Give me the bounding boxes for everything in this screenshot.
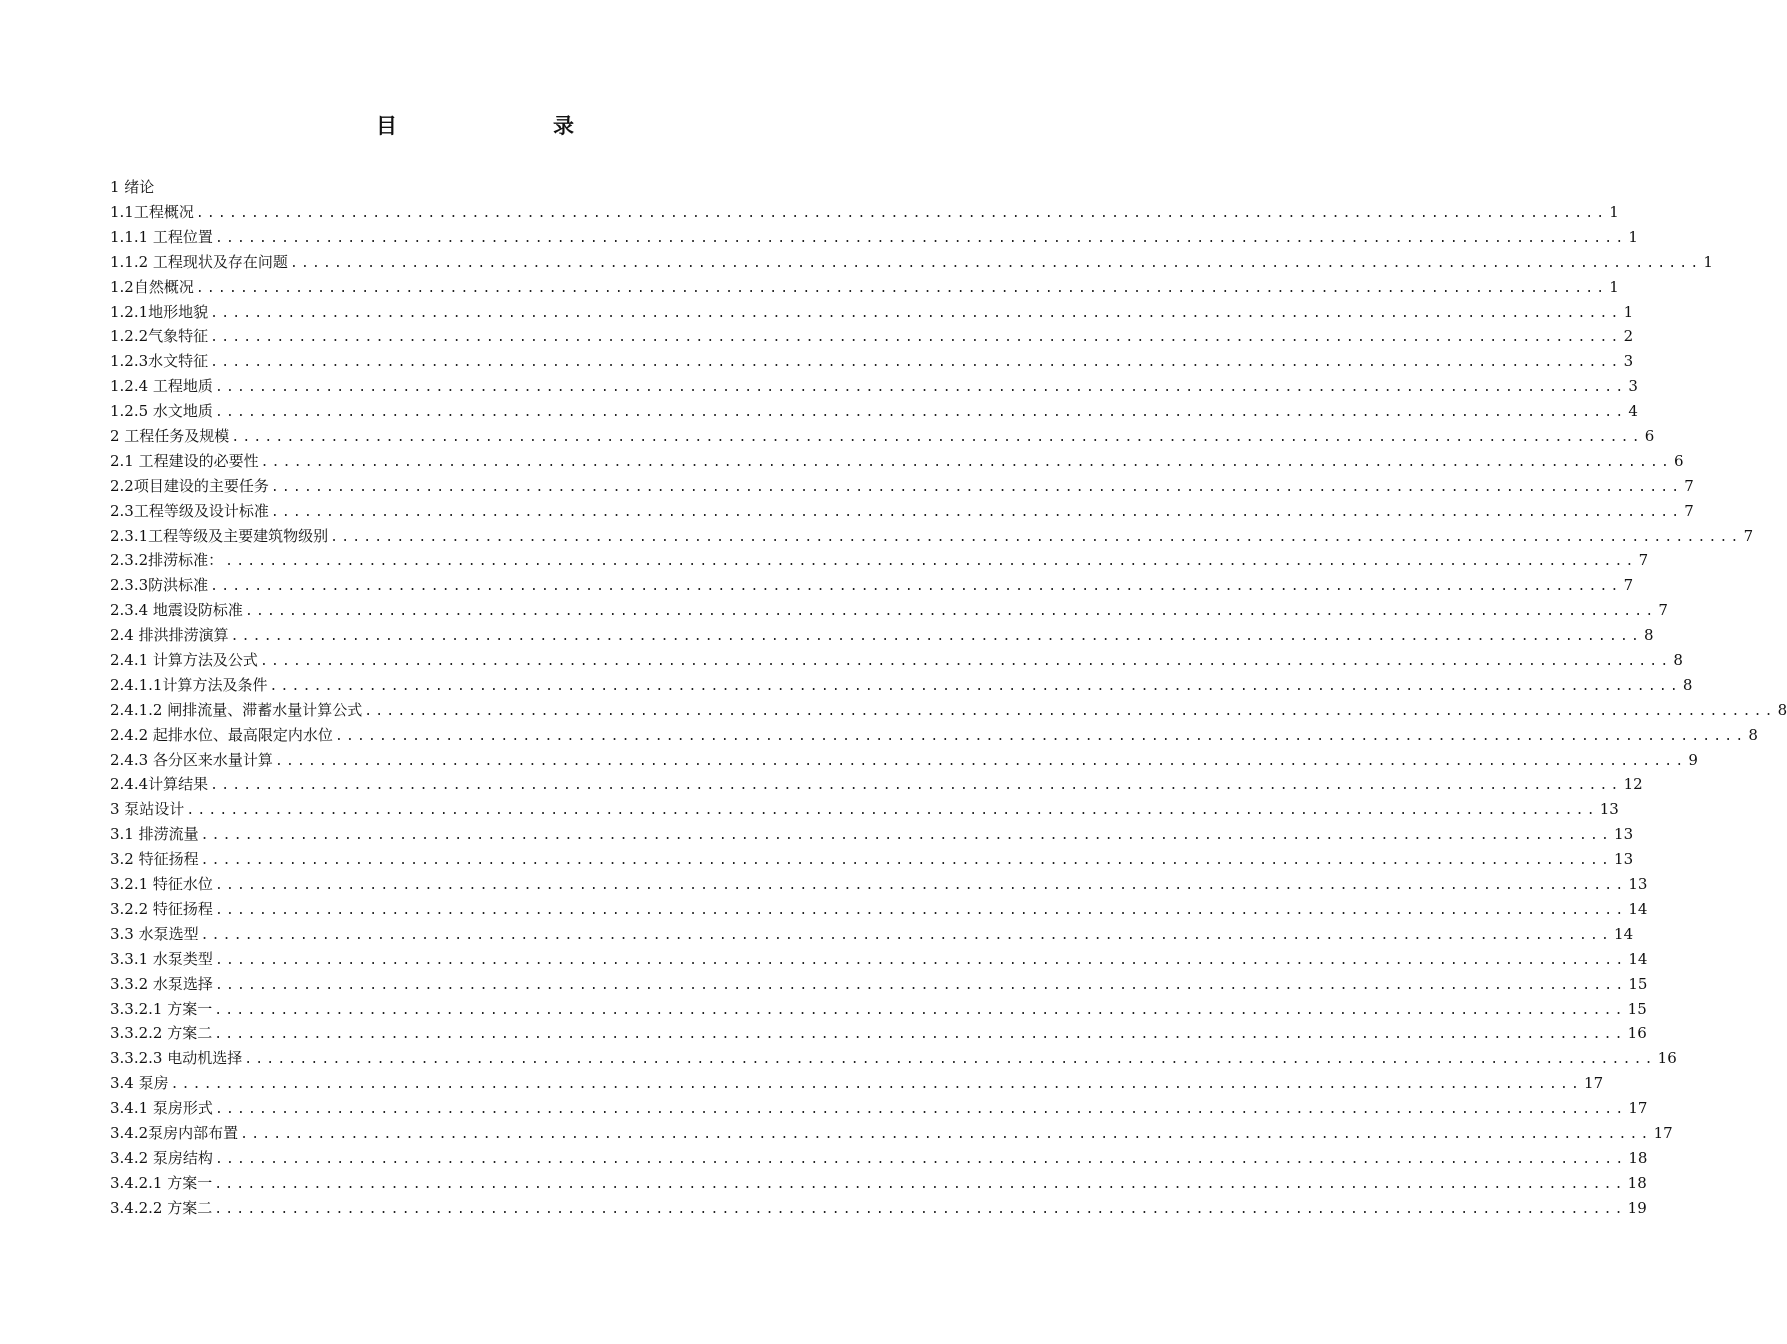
toc-entry[interactable] bbox=[110, 972, 1648, 997]
toc-entry[interactable] bbox=[110, 1196, 1647, 1221]
toc-entry[interactable] bbox=[110, 822, 1634, 847]
table-of-contents bbox=[110, 175, 1787, 1221]
toc-entry-page-number: 15 bbox=[1627, 999, 1647, 1018]
toc-entry-label: 3.4 泵房 bbox=[110, 1074, 169, 1093]
toc-entry-label: 3.4.2.2 方案二 bbox=[110, 1198, 213, 1217]
toc-entry-label: 1.1.2 工程现状及存在问题 bbox=[110, 252, 288, 271]
toc-entry[interactable] bbox=[110, 1121, 1673, 1146]
toc-leader-dots: ................................................................................................................................ bbox=[230, 629, 1643, 645]
toc-entry-label: 3.2.2 特征扬程 bbox=[110, 899, 213, 918]
toc-leader-dots: ................................................................................................................................ bbox=[270, 504, 1683, 520]
toc-entry[interactable] bbox=[110, 648, 1683, 673]
toc-entry-page-number: 14 bbox=[1628, 899, 1648, 918]
toc-entry[interactable] bbox=[110, 922, 1634, 947]
toc-leader-dots: ................................................................................................................................ bbox=[225, 554, 1637, 570]
toc-entry[interactable] bbox=[110, 673, 1693, 698]
toc-entry-page-number: 1 bbox=[1609, 203, 1619, 221]
toc-entry[interactable] bbox=[110, 772, 1643, 797]
toc-entry-page-number: 8 bbox=[1777, 700, 1787, 719]
toc-entry-page-number: 17 bbox=[1653, 1123, 1673, 1142]
toc-entry-label: 3 泵站设计 bbox=[110, 800, 185, 819]
toc-entry-page-number: 12 bbox=[1623, 775, 1643, 794]
toc-entry-page-number: 16 bbox=[1657, 1049, 1677, 1068]
toc-leader-dots: ................................................................................................................................ bbox=[364, 703, 1776, 719]
toc-entry-label: 2 工程任务及规模 bbox=[110, 427, 230, 446]
toc-leader-dots: ................................................................................................................................ bbox=[214, 1027, 1626, 1043]
toc-leader-dots: ................................................................................................................................ bbox=[210, 579, 1622, 595]
toc-entry[interactable] bbox=[110, 374, 1638, 399]
toc-entry-label: 1.2.1地形地貌 bbox=[110, 302, 209, 321]
toc-entry[interactable] bbox=[110, 872, 1648, 897]
toc-entry-label: 2.4.3 各分区来水量计算 bbox=[110, 750, 273, 769]
toc-entry[interactable] bbox=[110, 449, 1684, 474]
toc-entry[interactable] bbox=[110, 349, 1634, 374]
toc-entry-page-number: 3 bbox=[1623, 352, 1634, 371]
toc-entry-label: 2.4.1.1计算方法及条件 bbox=[110, 675, 268, 694]
toc-entry-page-number: 2 bbox=[1623, 327, 1634, 346]
toc-leader-dots: ................................................................................................................................ bbox=[214, 977, 1627, 993]
toc-leader-dots: ................................................................................................................................ bbox=[274, 753, 1687, 769]
toc-first-heading: 1 绪论 bbox=[110, 178, 155, 196]
toc-entry-page-number: 17 bbox=[1628, 1099, 1648, 1118]
toc-entry-label: 2.4.4计算结果 bbox=[110, 775, 209, 794]
toc-entry-page-number: 1 bbox=[1609, 277, 1619, 296]
toc-leader-dots: ................................................................................................................................ bbox=[210, 330, 1622, 346]
toc-entry-label: 1.1工程概况 bbox=[110, 203, 194, 221]
toc-entry-page-number: 16 bbox=[1627, 1024, 1647, 1043]
toc-entry[interactable] bbox=[110, 1046, 1677, 1071]
toc-entry[interactable] bbox=[110, 324, 1634, 349]
toc-entry[interactable] bbox=[110, 548, 1649, 573]
toc-entry[interactable] bbox=[110, 1071, 1604, 1096]
toc-entry-page-number: 17 bbox=[1584, 1074, 1604, 1093]
toc-entry-label: 2.3工程等级及设计标准 bbox=[110, 501, 269, 520]
toc-leader-dots: ................................................................................................................................ bbox=[231, 430, 1643, 446]
toc-entry[interactable] bbox=[110, 275, 1619, 300]
toc-entry[interactable] bbox=[110, 225, 1638, 250]
toc-entry-label: 2.1 工程建设的必要性 bbox=[110, 451, 259, 470]
toc-leader-dots: ................................................................................................................................ bbox=[330, 529, 1742, 545]
toc-entry-label: 2.4.1 计算方法及公式 bbox=[110, 651, 258, 670]
toc-entry-page-number: 4 bbox=[1628, 402, 1638, 421]
toc-leader-dots: ................................................................................................................................ bbox=[244, 1052, 1656, 1068]
toc-entry-label: 3.3.1 水泵类型 bbox=[110, 949, 213, 968]
toc-entry-label: 2.3.3防洪标准 bbox=[110, 576, 209, 595]
toc-entry-page-number: 13 bbox=[1614, 850, 1634, 869]
toc-entry-label: 1.2.3水文特征 bbox=[110, 352, 209, 371]
toc-entry-label: 1.2.4 工程地质 bbox=[110, 377, 213, 396]
toc-entry-label: 3.4.1 泵房形式 bbox=[110, 1099, 213, 1118]
toc-leader-dots: ................................................................................................................................ bbox=[269, 678, 1681, 694]
toc-entry[interactable] bbox=[110, 200, 1619, 225]
toc-entry[interactable] bbox=[110, 847, 1634, 872]
toc-entry-page-number: 7 bbox=[1684, 476, 1694, 495]
toc-entry-page-number: 13 bbox=[1614, 825, 1634, 844]
toc-leader-dots: ................................................................................................................................ bbox=[170, 1077, 1583, 1093]
toc-entry-label: 1.2自然概况 bbox=[110, 277, 194, 296]
toc-entry[interactable] bbox=[110, 947, 1648, 972]
toc-leader-dots: ................................................................................................................................ bbox=[214, 952, 1627, 968]
toc-leader-dots: ................................................................................................................................ bbox=[200, 927, 1613, 943]
toc-entry-page-number: 13 bbox=[1599, 800, 1619, 819]
toc-entry-label: 3.3.2 水泵选择 bbox=[110, 974, 213, 993]
toc-leader-dots: ................................................................................................................................ bbox=[214, 1151, 1627, 1167]
toc-entry[interactable] bbox=[110, 623, 1654, 648]
toc-entry-page-number: 7 bbox=[1684, 501, 1694, 520]
toc-entry-label: 2.4.2 起排水位、最高限定内水位 bbox=[110, 725, 333, 744]
toc-entry[interactable] bbox=[110, 499, 1694, 524]
toc-leader-dots: ................................................................................................................................ bbox=[214, 230, 1627, 246]
toc-leader-dots: ................................................................................................................................ bbox=[240, 1126, 1652, 1142]
toc-entry-label: 2.4.1.2 闸排流量、滞蓄水量计算公式 bbox=[110, 700, 363, 719]
toc-leader-dots: ................................................................................................................................ bbox=[214, 380, 1627, 396]
toc-entry[interactable] bbox=[110, 1171, 1647, 1196]
toc-entry[interactable] bbox=[110, 524, 1754, 549]
toc-entry-label: 3.4.2泵房内部布置 bbox=[110, 1123, 239, 1142]
toc-entry-label: 2.2项目建设的主要任务 bbox=[110, 476, 269, 495]
toc-entry-label: 3.1 排涝流量 bbox=[110, 825, 199, 844]
toc-entry[interactable] bbox=[110, 997, 1647, 1022]
toc-entry[interactable] bbox=[110, 598, 1668, 623]
toc-entry[interactable] bbox=[110, 797, 1619, 822]
toc-entry-label: 3.4.2 泵房结构 bbox=[110, 1148, 213, 1167]
toc-leader-dots: ................................................................................................................................ bbox=[214, 1102, 1627, 1118]
toc-leader-dots: ................................................................................................................................ bbox=[210, 355, 1622, 371]
toc-leader-dots: ................................................................................................................................ bbox=[289, 255, 1702, 271]
toc-entry-page-number: 6 bbox=[1674, 451, 1684, 470]
toc-entry-page-number: 1 bbox=[1628, 227, 1638, 246]
toc-leader-dots: ................................................................................................................................ bbox=[214, 1002, 1626, 1018]
toc-entry[interactable] bbox=[110, 424, 1655, 449]
toc-entry-label: 2.3.1工程等级及主要建筑物级别 bbox=[110, 526, 329, 545]
toc-entry-page-number: 6 bbox=[1644, 427, 1655, 446]
toc-entry[interactable] bbox=[110, 1146, 1648, 1171]
toc-entry-label: 2.3.2排涝标准： bbox=[110, 551, 224, 570]
toc-entry-page-number: 13 bbox=[1628, 875, 1648, 894]
toc-entry-page-number: 7 bbox=[1638, 551, 1649, 570]
toc-leader-dots: ................................................................................................................................ bbox=[214, 902, 1627, 918]
toc-entry-label: 3.4.2.1 方案一 bbox=[110, 1173, 213, 1192]
toc-entry[interactable] bbox=[110, 723, 1758, 748]
toc-entry-page-number: 8 bbox=[1682, 675, 1693, 694]
toc-entry-label: 1.1.1 工程位置 bbox=[110, 227, 213, 246]
toc-entry[interactable] bbox=[110, 250, 1713, 275]
toc-entry[interactable] bbox=[110, 399, 1638, 424]
toc-leader-dots: ................................................................................................................................ bbox=[260, 454, 1673, 470]
toc-entry-label: 3.3.2.1 方案一 bbox=[110, 999, 213, 1018]
toc-leader-dots: ................................................................................................................................ bbox=[210, 305, 1622, 321]
toc-entries bbox=[110, 200, 1787, 1221]
toc-entry-page-number: 15 bbox=[1628, 974, 1648, 993]
toc-leader-dots: ................................................................................................................................ bbox=[214, 1201, 1626, 1217]
toc-entry[interactable] bbox=[110, 474, 1694, 499]
toc-entry-page-number: 8 bbox=[1673, 651, 1683, 670]
toc-entry[interactable] bbox=[110, 748, 1698, 773]
toc-entry-page-number: 9 bbox=[1688, 750, 1698, 769]
toc-entry-page-number: 1 bbox=[1623, 302, 1634, 321]
toc-entry-page-number: 14 bbox=[1614, 924, 1634, 943]
toc-entry[interactable] bbox=[110, 573, 1634, 598]
toc-entry-label: 2.3.4 地震设防标准 bbox=[110, 601, 243, 620]
toc-leader-dots: ................................................................................................................................ bbox=[244, 604, 1657, 620]
toc-title: 目 录 bbox=[376, 113, 612, 138]
toc-entry-page-number: 7 bbox=[1743, 526, 1754, 545]
toc-leader-dots: ................................................................................................................................ bbox=[214, 405, 1627, 421]
toc-entry-page-number: 18 bbox=[1628, 1148, 1648, 1167]
toc-entry-page-number: 19 bbox=[1627, 1198, 1647, 1217]
toc-entry-page-number: 1 bbox=[1703, 252, 1713, 271]
toc-entry-page-number: 7 bbox=[1623, 576, 1634, 595]
toc-entry[interactable] bbox=[110, 1096, 1648, 1121]
toc-entry-page-number: 8 bbox=[1748, 725, 1758, 744]
toc-entry[interactable] bbox=[110, 897, 1648, 922]
toc-entry-label: 3.2.1 特征水位 bbox=[110, 875, 213, 894]
toc-entry-label: 3.3.2.3 电动机选择 bbox=[110, 1049, 243, 1068]
toc-leader-dots: ................................................................................................................................ bbox=[195, 280, 1608, 296]
toc-leader-dots: ................................................................................................................................ bbox=[186, 803, 1598, 819]
toc-leader-dots: ................................................................................................................................ bbox=[200, 853, 1613, 869]
toc-entry[interactable] bbox=[110, 698, 1787, 723]
toc-entry-page-number: 14 bbox=[1628, 949, 1648, 968]
toc-leader-dots: ................................................................................................................................ bbox=[334, 728, 1747, 744]
toc-entry-label: 1.2.2气象特征 bbox=[110, 327, 209, 346]
toc-leader-dots: ................................................................................................................................ bbox=[270, 479, 1683, 495]
toc-leader-dots: ................................................................................................................................ bbox=[259, 654, 1672, 670]
toc-entry-label: 3.3.2.2 方案二 bbox=[110, 1024, 213, 1043]
toc-entry-page-number: 18 bbox=[1627, 1173, 1647, 1192]
toc-leader-dots: ................................................................................................................................ bbox=[210, 778, 1622, 794]
toc-entry-label: 1.2.5 水文地质 bbox=[110, 402, 213, 421]
toc-entry[interactable] bbox=[110, 300, 1634, 325]
toc-leader-dots: ................................................................................................................................ bbox=[214, 1176, 1626, 1192]
toc-leader-dots: ................................................................................................................................ bbox=[214, 878, 1627, 894]
toc-entry-label: 2.4 排洪排涝演算 bbox=[110, 626, 229, 645]
toc-entry-page-number: 3 bbox=[1628, 377, 1638, 396]
toc-entry-page-number: 8 bbox=[1644, 626, 1654, 645]
toc-entry[interactable] bbox=[110, 1021, 1647, 1046]
toc-leader-dots: ................................................................................................................................ bbox=[200, 828, 1613, 844]
toc-leader-dots: ................................................................................................................................ bbox=[195, 206, 1608, 221]
toc-entry-page-number: 7 bbox=[1658, 601, 1668, 620]
toc-entry-label: 3.2 特征扬程 bbox=[110, 850, 199, 869]
toc-entry-label: 3.3 水泵选型 bbox=[110, 924, 199, 943]
